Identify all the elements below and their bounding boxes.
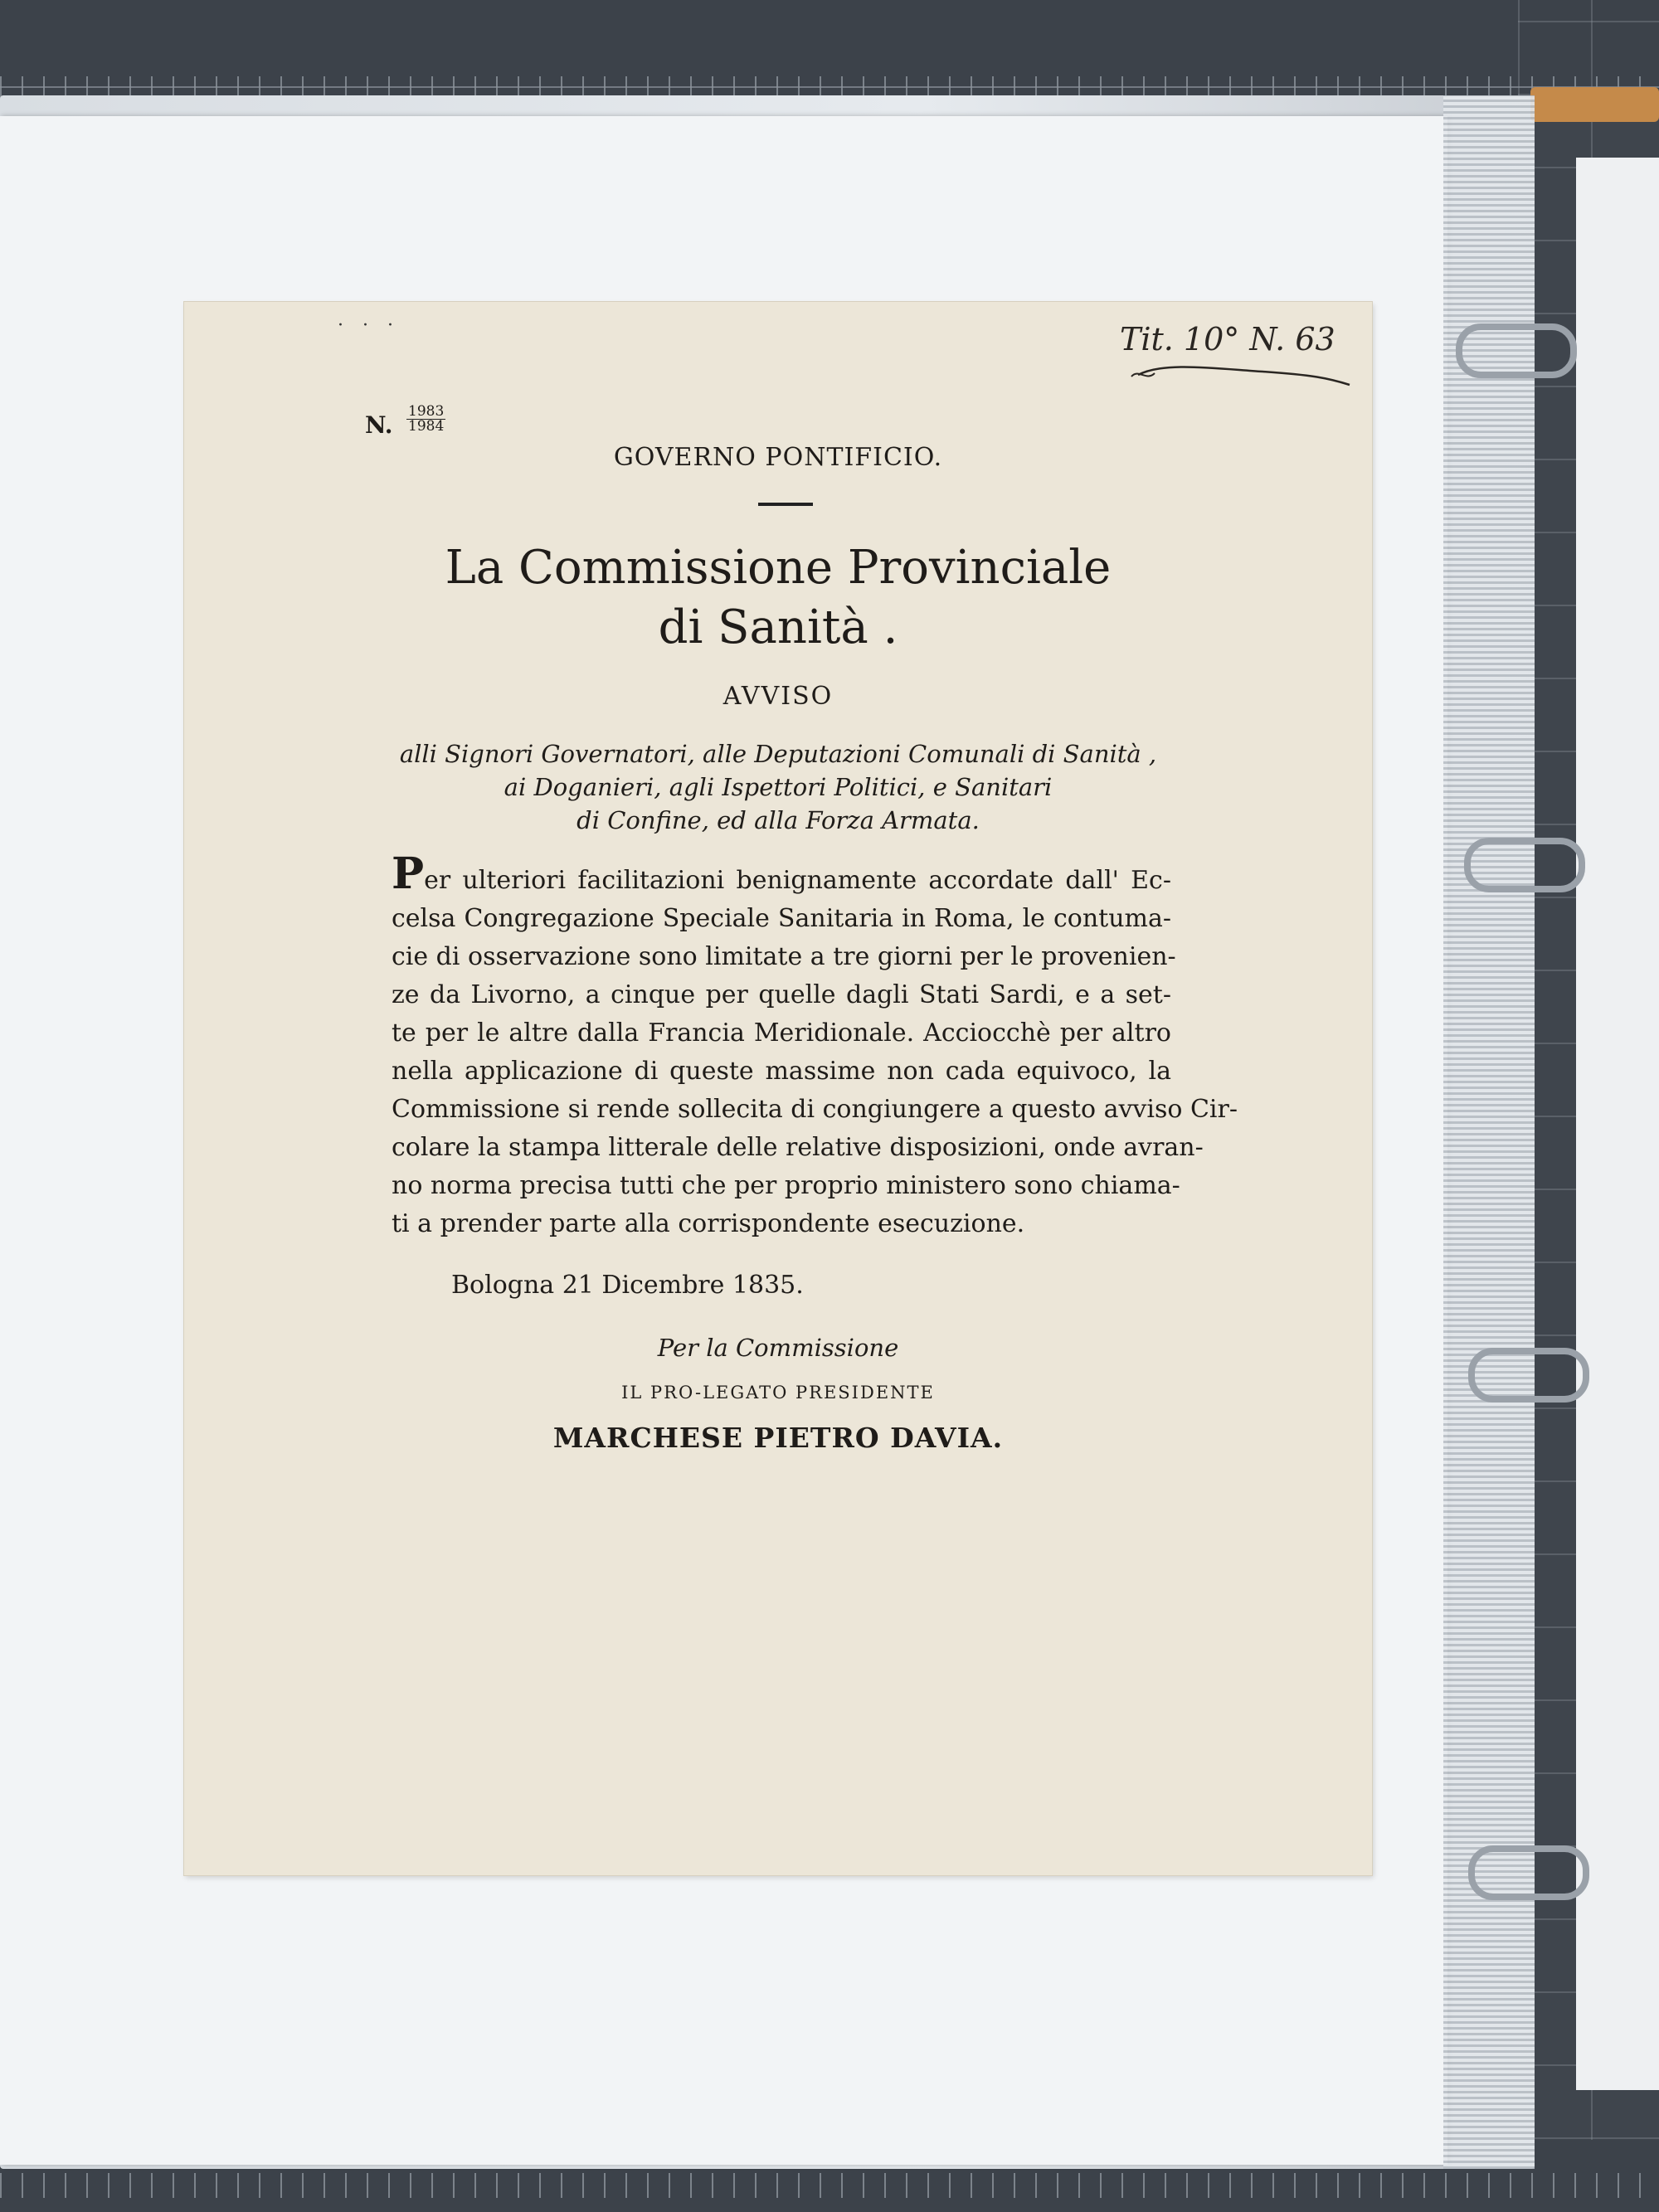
signature-role: IL PRO-LEGATO PRESIDENTE	[621, 1383, 935, 1403]
body-line: Commissione si rende sollecita di congiungere a questo avviso Cir-	[392, 1095, 1238, 1124]
divider	[758, 503, 813, 506]
notice-number-top: 1983	[408, 403, 445, 420]
body-line: celsa Congregazione Speciale Sanitaria in Roma, le contuma-	[392, 904, 1171, 933]
body-line: ze da Livorno, a cinque per quelle dagli Stati Sardi, e a set-	[392, 980, 1171, 1009]
notice-number-bottom: 1984	[408, 418, 445, 435]
ink-marks: · · ·	[338, 315, 400, 336]
printed-notice	[184, 302, 1372, 1875]
title-line-1: La Commissione Provinciale	[445, 541, 1112, 595]
addressee-line: alli Signori Governatori, alle Deputazioni Comunali di Sanità ,	[399, 740, 1157, 768]
date-place: Bologna 21 Dicembre 1835.	[451, 1271, 804, 1300]
binder-strap	[1530, 87, 1659, 122]
signature-intro: Per la Commissione	[657, 1334, 899, 1362]
next-page-edge	[1576, 158, 1659, 2090]
notice-number-prefix: N.	[365, 411, 393, 439]
ruler-ticks-bottom	[0, 2173, 1659, 2198]
addressees	[184, 737, 1372, 837]
government-heading: GOVERNO PONTIFICIO.	[613, 443, 943, 472]
binder-ring-icon	[1468, 1348, 1589, 1403]
title-line-2: di Sanità .	[658, 600, 898, 654]
body-line: nella applicazione di queste massime non cada equivoco, la	[392, 1057, 1171, 1086]
notice-number	[406, 405, 445, 434]
body-line: colare la stampa litterale delle relative disposizioni, onde avran-	[392, 1133, 1204, 1162]
body-line: ti a prender parte alla corrispondente esecuzione.	[392, 1209, 1025, 1238]
notice-heading: AVVISO	[722, 682, 834, 711]
binder-ring-icon	[1464, 838, 1585, 892]
body-line: cie di osservazione sono limitate a tre giorni per le provenien-	[392, 942, 1176, 971]
body-line: no norma precisa tutti che per proprio ministero sono chiama-	[392, 1171, 1180, 1200]
handwritten-annotation	[1113, 302, 1362, 393]
binder-ring-icon	[1468, 1845, 1589, 1900]
drop-cap: P	[392, 848, 425, 899]
addressee-line: di Confine, ed alla Forza Armata.	[577, 806, 980, 834]
signature-name: MARCHESE PIETRO DAVIA.	[552, 1422, 1004, 1454]
page-title	[184, 538, 1372, 658]
svg-text:Tit. 10° N. 63: Tit. 10° N. 63	[1120, 321, 1335, 357]
binder-ring-icon	[1456, 323, 1577, 378]
body-line: te per le altre dalla Francia Meridionale. Acciocchè per altro	[392, 1018, 1171, 1048]
body-line	[392, 848, 1171, 900]
body-paragraph	[392, 848, 1238, 1243]
body-line-text: er ulteriori facilitazioni benignamente accordate dall' Ec-	[424, 866, 1171, 895]
addressee-line: ai Doganieri, agli Ispettori Politici, e Sanitari	[504, 773, 1053, 801]
